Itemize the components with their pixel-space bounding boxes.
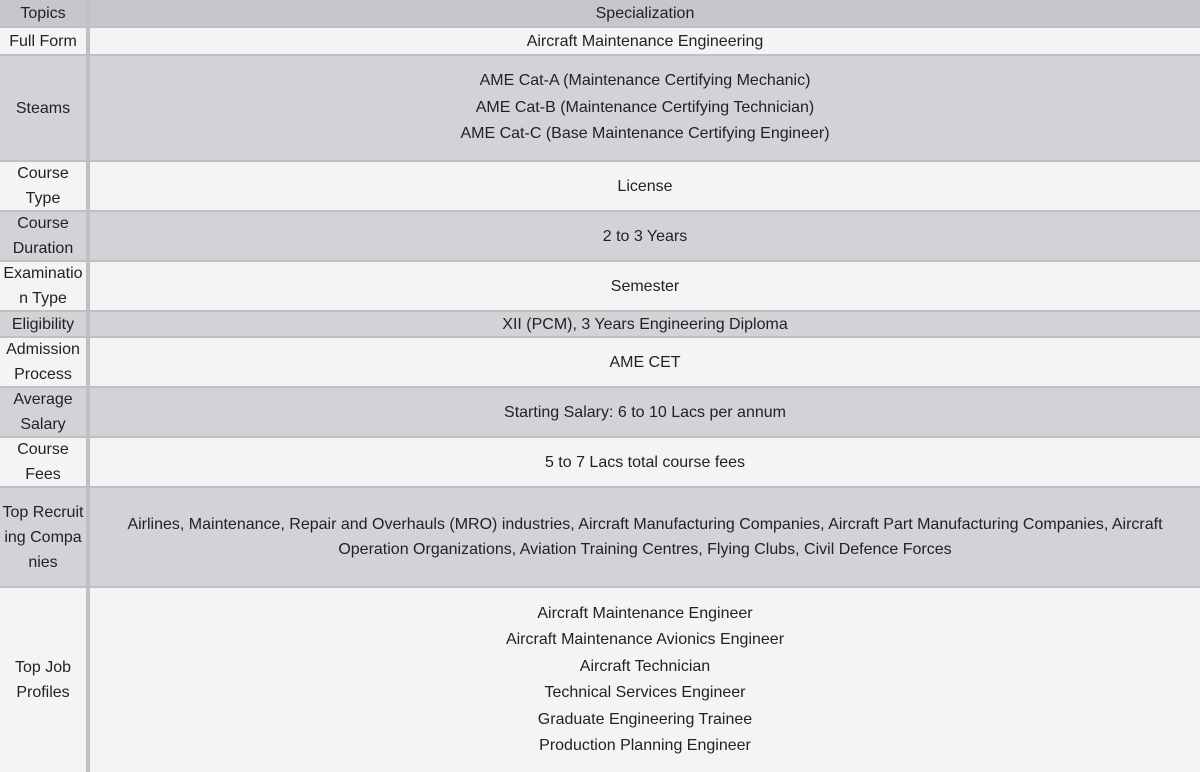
row-label-course-type: Course Type: [0, 162, 86, 210]
row-label-eligibility: Eligibility: [0, 312, 86, 336]
row-value-course-type: License: [90, 162, 1200, 210]
stream-item: AME Cat-C (Base Maintenance Certifying Engineer): [460, 125, 830, 143]
row-value-examination-type: Semester: [90, 262, 1200, 310]
row-label-examination-type: Examination Type: [0, 262, 86, 310]
job-profile-item: Aircraft Technician: [579, 657, 711, 675]
row-label-top-job-profiles: Top Job Profiles: [0, 588, 86, 772]
row-value-admission-process: AME CET: [90, 338, 1200, 386]
stream-item: AME Cat-B (Maintenance Certifying Technician): [475, 98, 815, 116]
row-value-top-recruiting-companies: Airlines, Maintenance, Repair and Overhauls (MRO) industries, Aircraft Manufacturing Companies, Aircraft Part Manufacturing Companies, Aircraft Operation Organizations, Aviation Training Centres, Flying Clubs, Civil Defence Forces: [90, 488, 1200, 586]
row-value-streams: [90, 56, 1200, 160]
row-label-top-recruiting-companies: Top Recruiting Companies: [0, 488, 86, 586]
row-label-full-form: Full Form: [0, 28, 86, 54]
job-profile-item: Aircraft Maintenance Avionics Engineer: [505, 631, 785, 648]
row-value-full-form: Aircraft Maintenance Engineering: [90, 28, 1200, 54]
header-topics: Topics: [0, 0, 86, 26]
row-value-top-job-profiles: [90, 588, 1200, 772]
job-profile-item: Graduate Engineering Trainee: [537, 710, 753, 728]
row-label-streams: Steams: [0, 56, 86, 160]
row-label-admission-process: Admission Process: [0, 338, 86, 386]
job-profile-item: Production Planning Engineer: [539, 737, 751, 754]
row-value-course-duration: 2 to 3 Years: [90, 212, 1200, 260]
row-label-course-duration: Course Duration: [0, 212, 86, 260]
job-profile-item: Aircraft Maintenance Engineer: [537, 604, 753, 622]
row-label-course-fees: Course Fees: [0, 438, 86, 486]
row-value-eligibility: XII (PCM), 3 Years Engineering Diploma: [90, 312, 1200, 336]
job-profile-item: Technical Services Engineer: [544, 684, 746, 701]
header-specialization: Specialization: [90, 0, 1200, 26]
row-value-course-fees: 5 to 7 Lacs total course fees: [90, 438, 1200, 486]
row-label-average-salary: Average Salary: [0, 388, 86, 436]
stream-item: AME Cat-A (Maintenance Certifying Mechanic): [479, 72, 811, 90]
row-value-average-salary: Starting Salary: 6 to 10 Lacs per annum: [90, 388, 1200, 436]
